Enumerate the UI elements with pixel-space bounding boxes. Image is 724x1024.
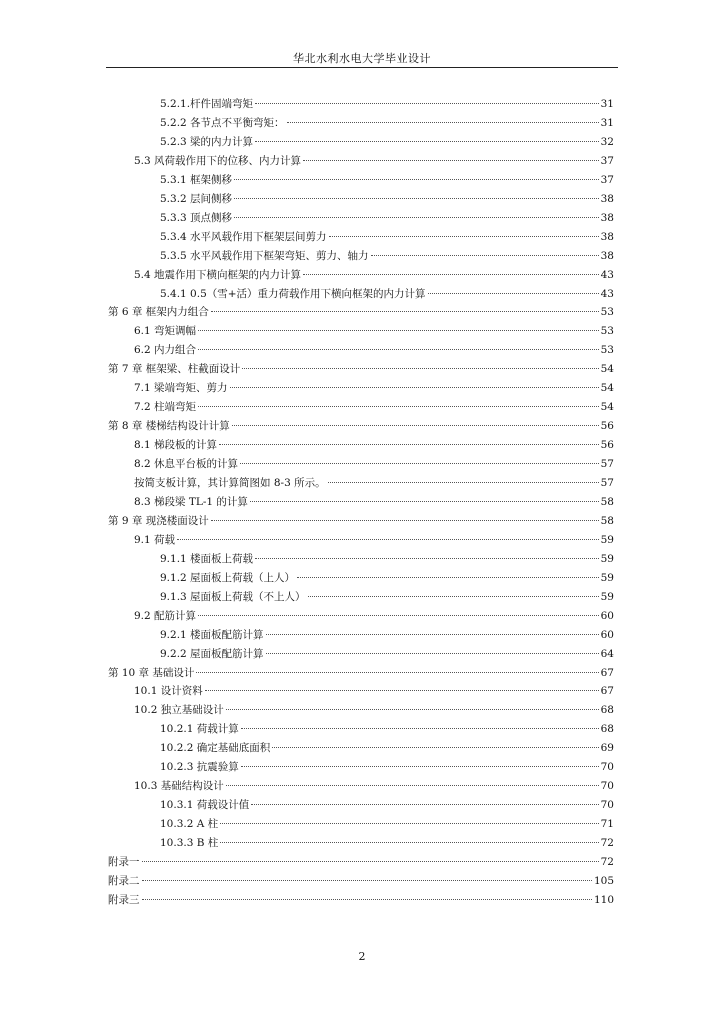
toc-entry-label: 8.2 休息平台板的计算 xyxy=(134,458,239,471)
toc-dot-leader xyxy=(220,842,598,843)
toc-entry-label: 5.3.5 水平风载作用下框架弯矩、剪力、轴力 xyxy=(160,249,369,262)
toc-entry-page: 53 xyxy=(600,344,614,357)
toc-entry-page: 54 xyxy=(600,401,614,414)
toc-entry[interactable] xyxy=(160,720,614,738)
toc-entry[interactable] xyxy=(160,209,614,227)
toc-entry-page: 68 xyxy=(600,704,614,717)
toc-entry[interactable] xyxy=(134,474,614,492)
toc-dot-leader xyxy=(205,690,599,691)
toc-dot-leader xyxy=(255,103,599,104)
toc-dot-leader xyxy=(142,899,592,900)
toc-dot-leader xyxy=(242,368,598,369)
toc-entry[interactable] xyxy=(108,664,614,682)
toc-dot-leader xyxy=(219,444,599,445)
toc-entry[interactable] xyxy=(134,493,614,511)
toc-entry-label: 10.2 独立基础设计 xyxy=(134,704,224,717)
toc-entry-page: 59 xyxy=(600,571,614,584)
toc-entry-page: 71 xyxy=(600,818,614,831)
toc-entry[interactable] xyxy=(108,853,614,871)
toc-entry-page: 57 xyxy=(600,477,614,489)
toc-entry[interactable] xyxy=(108,891,614,909)
toc-entry[interactable] xyxy=(160,569,614,587)
toc-dot-leader xyxy=(198,330,599,331)
toc-entry-page: 72 xyxy=(600,837,614,850)
toc-entry-label: 9.1.1 楼面板上荷载 xyxy=(160,552,254,565)
toc-entry[interactable] xyxy=(108,417,614,435)
toc-entry-page: 56 xyxy=(600,420,614,433)
toc-entry-page: 60 xyxy=(600,609,614,622)
toc-entry-label: 10.3.2 A 柱 xyxy=(160,818,219,831)
toc-entry-page: 54 xyxy=(600,382,614,395)
toc-entry-label: 第 6 章 框架内力组合 xyxy=(108,306,209,319)
toc-entry-page: 68 xyxy=(600,723,614,736)
toc-entry-label: 附录三 xyxy=(108,893,140,906)
toc-entry[interactable] xyxy=(134,682,614,700)
toc-entry[interactable] xyxy=(108,872,614,890)
toc-entry-page: 64 xyxy=(600,647,614,660)
toc-dot-leader xyxy=(232,425,599,426)
toc-entry[interactable] xyxy=(160,758,614,776)
toc-dot-leader xyxy=(303,160,599,161)
toc-entry-label: 9.2.2 屋面板配筋计算 xyxy=(160,647,264,660)
toc-entry-label: 10.2.2 确定基础底面积 xyxy=(160,742,271,755)
header-rule xyxy=(106,67,618,68)
toc-entry[interactable] xyxy=(160,739,614,757)
toc-entry-page: 67 xyxy=(600,685,614,698)
toc-entry-page: 43 xyxy=(600,268,614,281)
toc-entry-label: 5.4 地震作用下横向框架的内力计算 xyxy=(134,268,302,281)
toc-dot-leader xyxy=(142,861,599,862)
toc-entry[interactable] xyxy=(134,455,614,473)
toc-entry-page: 70 xyxy=(600,799,614,812)
toc-entry[interactable] xyxy=(160,95,614,113)
toc-entry-label: 10.3 基础结构设计 xyxy=(134,780,224,793)
toc-entry[interactable] xyxy=(134,152,614,170)
toc-entry-label: 9.1 荷载 xyxy=(134,533,176,546)
toc-dot-leader xyxy=(250,501,599,502)
toc-dot-leader xyxy=(226,709,599,710)
toc-entry-page: 37 xyxy=(600,154,614,167)
toc-entry-page: 59 xyxy=(600,590,614,603)
toc-entry-label: 7.1 梁端弯矩、剪力 xyxy=(134,382,228,395)
toc-dot-leader xyxy=(198,615,599,616)
toc-dot-leader xyxy=(371,255,599,256)
toc-entry-page: 67 xyxy=(600,666,614,679)
toc-entry[interactable] xyxy=(134,266,614,284)
toc-entry-label: 10.3.1 荷载设计值 xyxy=(160,799,250,812)
toc-entry-label: 5.2.2 各节点不平衡弯矩： xyxy=(160,116,285,129)
toc-entry-label: 8.1 梯段板的计算 xyxy=(134,439,218,452)
toc-entry[interactable] xyxy=(160,834,614,852)
toc-dot-leader xyxy=(234,179,599,180)
page-number: 2 xyxy=(358,950,366,963)
toc-dot-leader xyxy=(251,804,598,805)
toc-entry-page: 43 xyxy=(600,287,614,300)
toc-entry-page: 58 xyxy=(600,495,614,508)
toc-entry-label: 5.3.1 框架侧移 xyxy=(160,173,233,186)
toc-entry[interactable] xyxy=(134,379,614,397)
toc-entry-page: 32 xyxy=(600,135,614,148)
toc-entry-page: 70 xyxy=(600,761,614,774)
toc-entry-page: 69 xyxy=(600,742,614,755)
toc-dot-leader xyxy=(198,349,599,350)
toc-dot-leader xyxy=(230,387,599,388)
toc-entry-label: 5.2.3 梁的内力计算 xyxy=(160,135,254,148)
toc-entry[interactable] xyxy=(108,360,614,378)
toc-entry-label: 6.1 弯矩调幅 xyxy=(134,325,197,338)
toc-dot-leader xyxy=(272,747,598,748)
toc-entry-label: 9.2 配筋计算 xyxy=(134,609,197,622)
toc-entry[interactable] xyxy=(160,190,614,208)
toc-dot-leader xyxy=(211,311,599,312)
toc-entry[interactable] xyxy=(160,550,614,568)
toc-entry-page: 53 xyxy=(600,325,614,338)
toc-dot-leader xyxy=(328,482,599,483)
toc-entry-label: 5.3.2 层间侧移 xyxy=(160,192,233,205)
toc-dot-leader xyxy=(241,766,599,767)
toc-entry[interactable] xyxy=(160,285,614,303)
toc-entry-page: 70 xyxy=(600,780,614,793)
toc-dot-leader xyxy=(255,558,599,559)
toc-entry[interactable] xyxy=(160,247,614,265)
toc-entry-page: 56 xyxy=(600,439,614,452)
toc-entry-page: 72 xyxy=(600,856,614,868)
toc-dot-leader xyxy=(177,539,599,540)
toc-entry-page: 53 xyxy=(600,306,614,319)
toc-entry-label: 7.2 柱端弯矩 xyxy=(134,401,197,414)
toc-entry-label: 附录二 xyxy=(108,874,140,887)
toc-dot-leader xyxy=(329,236,599,237)
toc-entry[interactable] xyxy=(134,701,614,719)
toc-entry-label: 10.3.3 B 柱 xyxy=(160,837,219,850)
toc-entry-label: 10.2.3 抗震验算 xyxy=(160,761,239,774)
toc-entry-label: 第 9 章 现浇楼面设计 xyxy=(108,514,209,527)
toc-entry-label: 5.3.3 顶点侧移 xyxy=(160,211,233,224)
toc-entry[interactable] xyxy=(160,114,614,132)
toc-dot-leader xyxy=(226,785,599,786)
toc-entry-page: 38 xyxy=(600,211,614,224)
page-header-title: 华北水利水电大学毕业设计 xyxy=(293,52,431,65)
toc-entry-label: 5.3.4 水平风载作用下框架层间剪力 xyxy=(160,230,327,243)
toc-entry-page: 57 xyxy=(600,458,614,471)
toc-entry[interactable] xyxy=(134,341,614,359)
toc-entry[interactable] xyxy=(108,512,614,530)
toc-entry-page: 37 xyxy=(600,173,614,186)
toc-dot-leader xyxy=(255,141,599,142)
toc-entry-label: 第 8 章 楼梯结构设计计算 xyxy=(108,420,230,433)
toc-entry[interactable] xyxy=(160,133,614,151)
toc-entry-label: 6.2 内力组合 xyxy=(134,344,197,357)
toc-entry[interactable] xyxy=(134,322,614,340)
toc-entry-page: 54 xyxy=(600,363,614,376)
toc-entry-page: 31 xyxy=(600,98,614,110)
toc-entry-label: 5.4.1 0.5（雪+活）重力荷载作用下横向框架的内力计算 xyxy=(160,287,426,300)
toc-entry-label: 9.1.2 屋面板上荷载（上人） xyxy=(160,571,296,584)
toc-entry-label: 5.3 风荷载作用下的位移、内力计算 xyxy=(134,154,302,167)
toc-dot-leader xyxy=(196,672,598,673)
toc-entry[interactable] xyxy=(134,436,614,454)
toc-entry-label: 8.3 梯段梁 TL-1 的计算 xyxy=(134,495,248,508)
toc-entry-page: 38 xyxy=(600,192,614,205)
toc-entry[interactable] xyxy=(134,531,614,549)
toc-dot-leader xyxy=(241,728,599,729)
toc-dot-leader xyxy=(308,596,599,597)
toc-entry[interactable] xyxy=(134,398,614,416)
toc-entry-page: 38 xyxy=(600,249,614,262)
toc-entry-page: 105 xyxy=(593,874,614,887)
toc-entry[interactable] xyxy=(108,303,614,321)
toc-dot-leader xyxy=(266,634,599,635)
toc-dot-leader xyxy=(297,577,599,578)
toc-entry-page: 38 xyxy=(600,230,614,243)
toc-entry-label: 5.2.1.杆件固端弯矩 xyxy=(160,98,254,110)
toc-entry-page: 31 xyxy=(600,116,614,129)
toc-entry-page: 60 xyxy=(600,628,614,641)
toc-entry[interactable] xyxy=(160,815,614,833)
toc-entry-label: 附录一 xyxy=(108,856,140,868)
toc-entry-page: 59 xyxy=(600,552,614,565)
toc-dot-leader xyxy=(287,122,599,123)
toc-dot-leader xyxy=(428,293,599,294)
toc-entry-page: 59 xyxy=(600,533,614,546)
toc-dot-leader xyxy=(234,217,599,218)
toc-entry[interactable] xyxy=(160,228,614,246)
toc-dot-leader xyxy=(198,406,599,407)
toc-entry[interactable] xyxy=(134,607,614,625)
toc-entry-page: 110 xyxy=(593,893,614,906)
toc-entry-label: 按简支板计算，其计算简图如 8-3 所示。 xyxy=(134,477,326,489)
toc-entry[interactable] xyxy=(160,645,614,663)
toc-dot-leader xyxy=(142,880,592,881)
toc-entry-label: 10.1 设计资料 xyxy=(134,685,203,698)
toc-entry-label: 第 7 章 框架梁、柱截面设计 xyxy=(108,363,241,376)
toc-entry[interactable] xyxy=(160,171,614,189)
toc-entry[interactable] xyxy=(160,588,614,606)
toc-entry[interactable] xyxy=(160,796,614,814)
toc-entry-page: 58 xyxy=(600,514,614,527)
toc-dot-leader xyxy=(211,520,599,521)
toc-entry[interactable] xyxy=(134,777,614,795)
toc-dot-leader xyxy=(240,463,599,464)
toc-dot-leader xyxy=(220,823,598,824)
toc-entry-label: 第 10 章 基础设计 xyxy=(108,666,195,679)
toc-entry-label: 10.2.1 荷载计算 xyxy=(160,723,239,736)
toc-dot-leader xyxy=(234,198,599,199)
toc-entry[interactable] xyxy=(160,626,614,644)
toc-entry-label: 9.1.3 屋面板上荷载（不上人） xyxy=(160,590,306,603)
toc-dot-leader xyxy=(266,653,599,654)
toc-entry-label: 9.2.1 楼面板配筋计算 xyxy=(160,628,264,641)
toc-dot-leader xyxy=(303,274,599,275)
